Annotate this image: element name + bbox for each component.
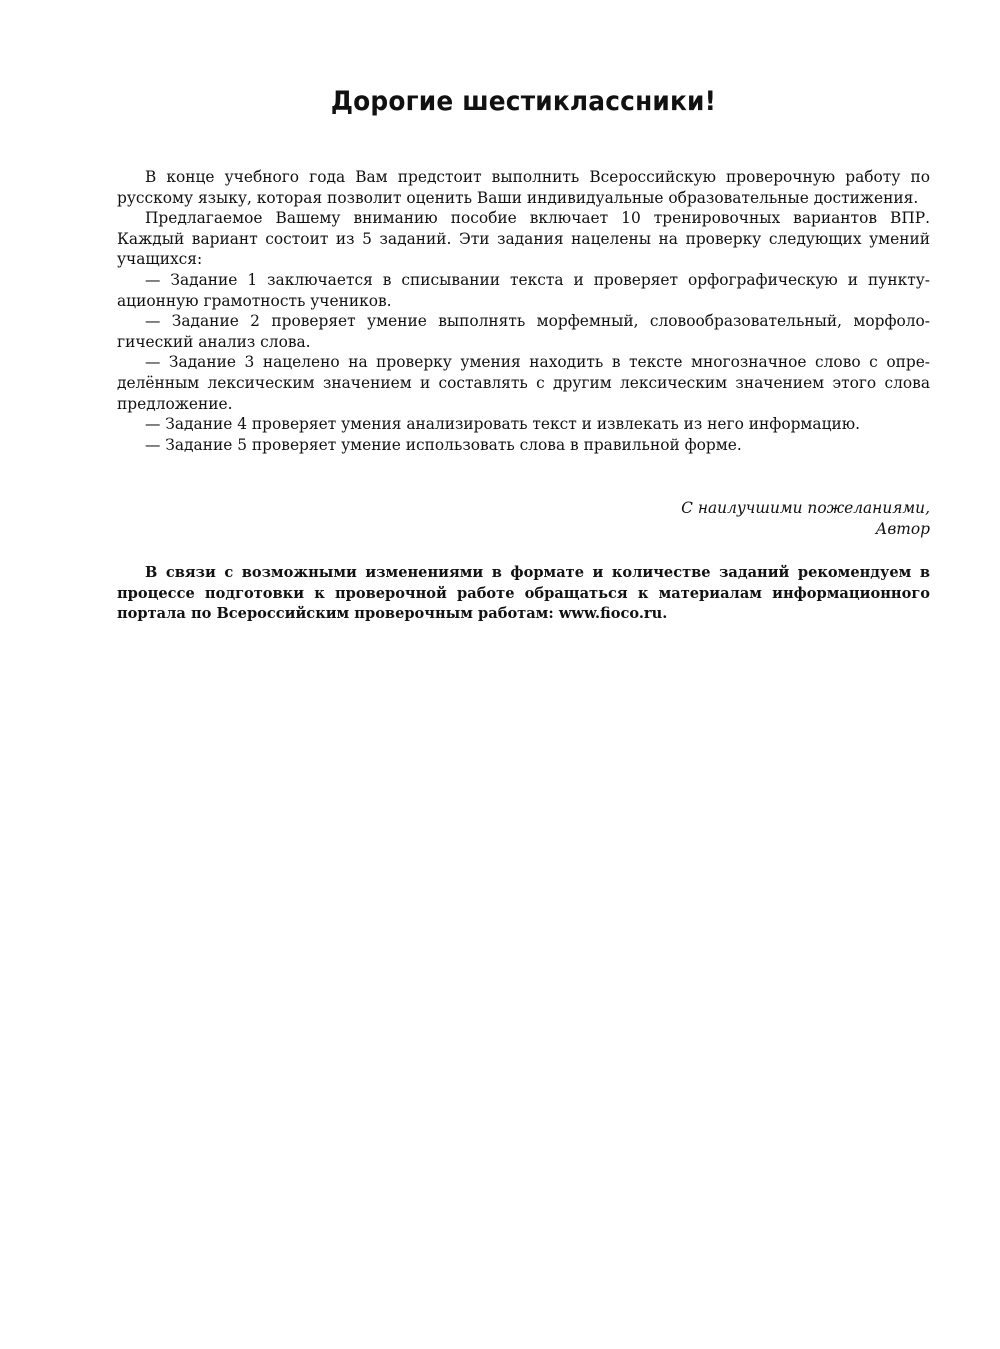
signature-author: Автор bbox=[875, 520, 930, 538]
task-item-2: — Задание 2 проверяет умение выполнять морфемный, словообразовательный, морфологический анализ слова. bbox=[117, 312, 930, 351]
notice-paragraph: В связи с возможными изменениями в формате и количестве заданий рекомендуем в процессе подготовки к проверочной работе обращаться к материалам информационного портала по Всероссийским проверочным работам: www.fioco.ru. bbox=[117, 564, 930, 623]
intro-paragraph: В конце учебного года Вам предстоит выполнить Всероссийскую проверочную работу по русскому языку, которая позволит оценить Ваши индивидуальные образовательные достижения. bbox=[117, 168, 930, 207]
task-item-4: — Задание 4 проверяет умения анализировать текст и извлекать из него информацию. bbox=[145, 415, 861, 434]
page-title: Дорогие шестиклассники! bbox=[330, 86, 717, 117]
task-item-1: — Задание 1 заключается в списывании текста и проверяет орфографическую и пунктуационную грамотность учеников. bbox=[117, 270, 930, 310]
signature-wishes: С наилучшими пожеланиями, bbox=[681, 499, 930, 517]
signature bbox=[117, 498, 930, 540]
letter-body bbox=[117, 167, 930, 455]
task-item-3: — Задание 3 нацелено на проверку умения находить в тексте многозначное слово с определённым лексическим значением и составлять с другим лексическим значением этого слова предложение. bbox=[117, 353, 930, 413]
task-item-5: — Задание 5 проверяет умение использовать слова в правильной форме. bbox=[145, 435, 742, 454]
manual-paragraph: Предлагаемое Вашему вниманию пособие включает 10 тренировочных вариантов ВПР. Каждый вариант состоит из 5 заданий. Эти задания нацелены на проверку следующих умений учащихся: bbox=[117, 209, 930, 269]
